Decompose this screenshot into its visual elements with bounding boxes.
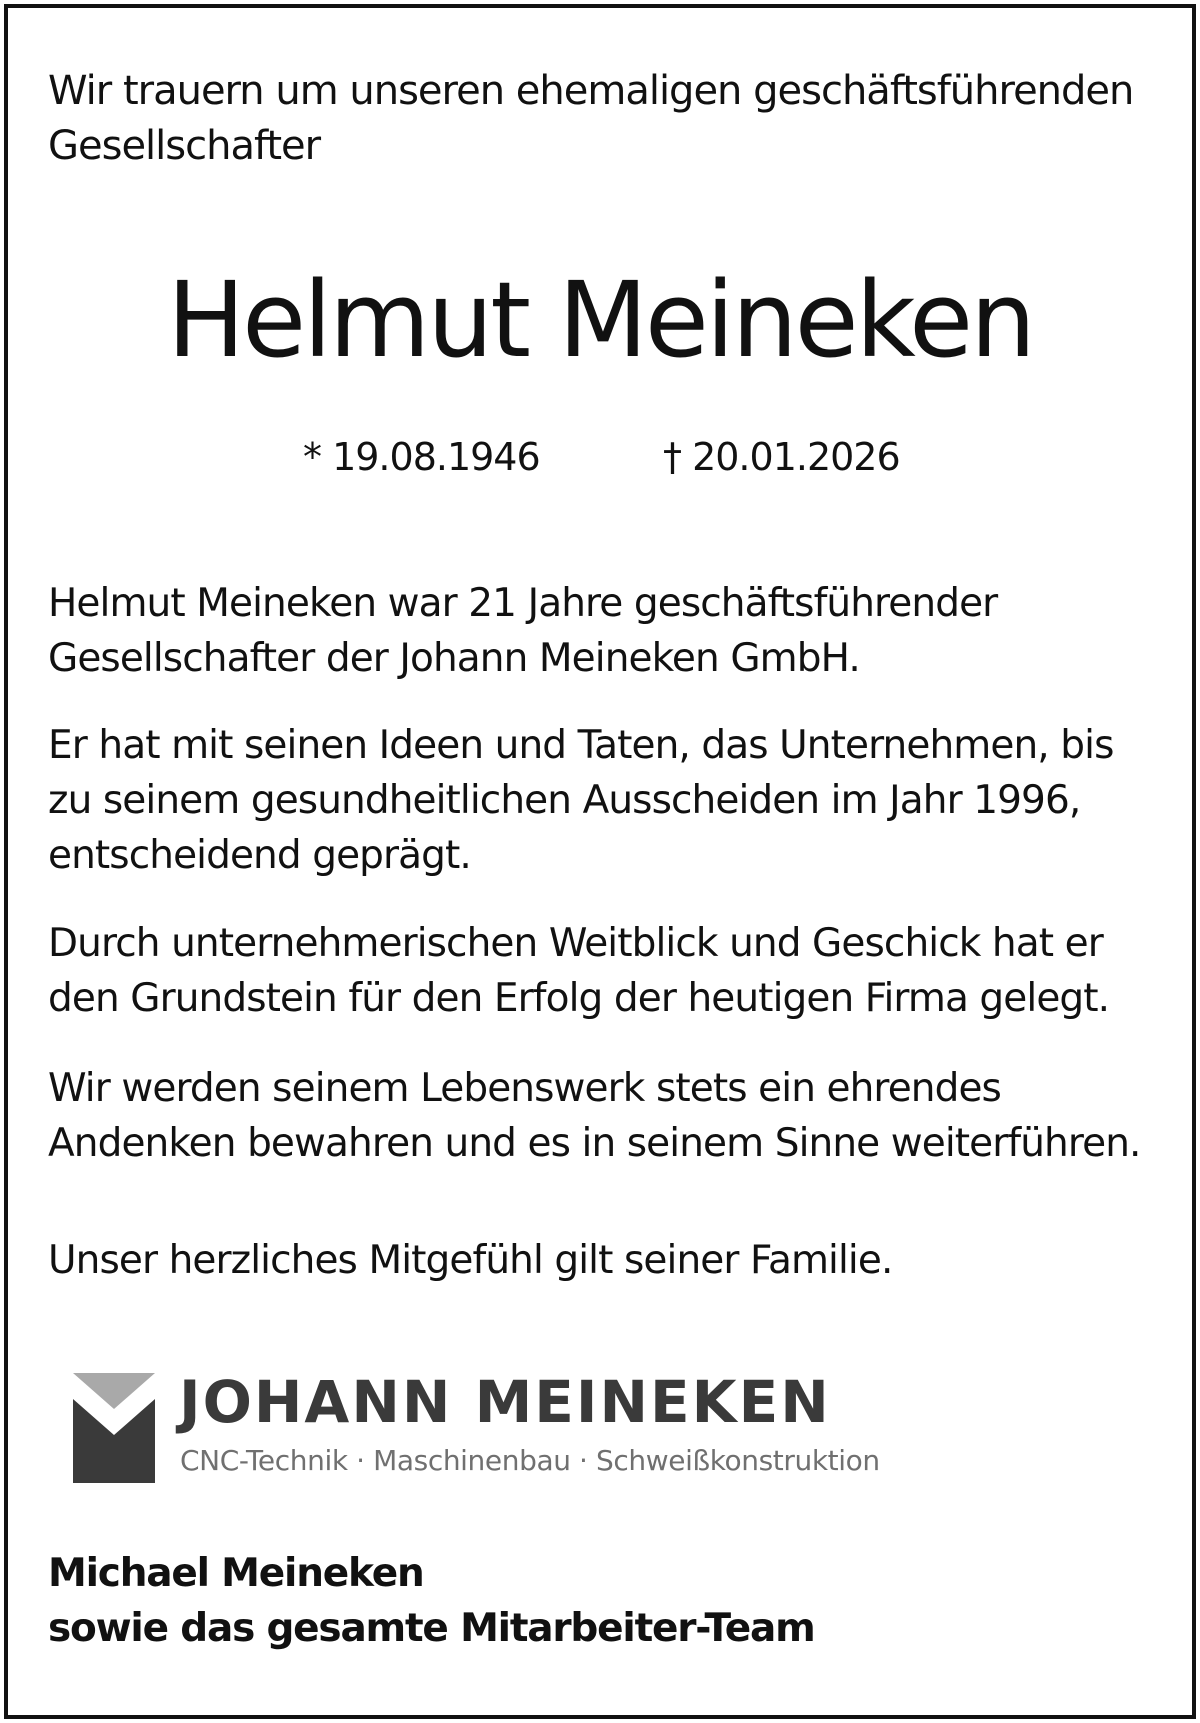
paragraph-line: Andenken bewahren und es in seinem Sinne weiterführen. xyxy=(48,1121,1141,1166)
deceased-name: Helmut Meineken xyxy=(166,259,1034,381)
paragraph-line: den Grundstein für den Erfolg der heutigen Firma gelegt. xyxy=(48,976,1110,1021)
signature-name: Michael Meineken xyxy=(48,1551,424,1596)
intro-line: Wir trauern um unseren ehemaligen geschäftsführenden xyxy=(48,68,1134,114)
signature-block xyxy=(48,1546,815,1656)
logo-company-name: JOHANN MEINEKEN xyxy=(179,1368,831,1436)
intro-line: Gesellschafter xyxy=(48,123,321,169)
logo-mark-icon xyxy=(73,1373,155,1483)
paragraph-legacy xyxy=(48,718,1158,883)
death-date: † 20.01.2026 xyxy=(663,435,900,479)
paragraph-line: entscheidend geprägt. xyxy=(48,833,471,878)
paragraph-line: Er hat mit seinen Ideen und Taten, das Unternehmen, bis xyxy=(48,723,1114,768)
paragraph-line: zu seinem gesundheitlichen Ausscheiden im Jahr 1996, xyxy=(48,778,1081,823)
paragraph-line: Gesellschafter der Johann Meineken GmbH. xyxy=(48,636,860,681)
paragraph-line: Unser herzliches Mitgefühl gilt seiner Familie. xyxy=(48,1238,893,1283)
paragraph-foundation xyxy=(48,916,1158,1026)
intro-text xyxy=(48,64,1148,174)
signature-team: sowie das gesamte Mitarbeiter-Team xyxy=(48,1606,815,1651)
paragraph-line: Wir werden seinem Lebenswerk stets ein ehrendes xyxy=(48,1066,1001,1111)
paragraph-remembrance xyxy=(48,1061,1158,1171)
birth-date: * 19.08.1946 xyxy=(303,435,540,479)
company-logo xyxy=(73,1368,933,1493)
paragraph-line: Helmut Meineken war 21 Jahre geschäftsführender xyxy=(48,581,998,626)
paragraph-line: Durch unternehmerischen Weitblick und Geschick hat er xyxy=(48,921,1103,966)
logo-tagline: CNC-Technik · Maschinenbau · Schweißkonstruktion xyxy=(180,1444,880,1477)
paragraph-tenure xyxy=(48,576,1158,686)
paragraph-condolence xyxy=(48,1233,1158,1288)
